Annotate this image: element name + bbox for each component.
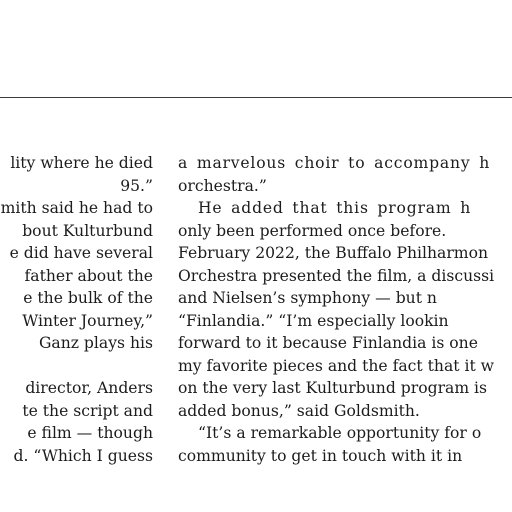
- text-line: added bonus,” said Goldsmith.: [178, 401, 420, 420]
- text-line: only been performed once before.: [178, 221, 447, 240]
- text-line: orchestra.”: [178, 176, 267, 195]
- text-line: bout Kulturbund: [22, 221, 153, 240]
- section-divider-rule: [0, 97, 512, 98]
- text-line: on the very last Kulturbund program is: [178, 379, 488, 397]
- text-line: lity where he died: [10, 154, 153, 172]
- text-line: e the bulk of the: [23, 289, 153, 307]
- article-right-column: [178, 152, 494, 467]
- text-line: a marvelous choir to accompany h: [178, 154, 491, 172]
- text-line: He added that this program h: [198, 199, 472, 217]
- text-line: te the script and: [22, 401, 153, 420]
- article-left-column: [1, 152, 153, 467]
- text-line: Orchestra presented the film, a discussi: [178, 266, 495, 285]
- text-line: Winter Journey,”: [22, 311, 153, 330]
- text-line: February 2022, the Buffalo Philharmon: [178, 244, 489, 262]
- text-line: d. “Which I guess: [13, 446, 153, 465]
- text-line: director, Anders: [25, 379, 153, 397]
- text-line: forward to it because Finlandia is one: [178, 334, 478, 352]
- text-line: my favorite pieces and the fact that it w: [178, 356, 495, 375]
- text-line: “It’s a remarkable opportunity for o: [198, 424, 482, 442]
- text-line: e film — though: [27, 424, 153, 442]
- text-line: e did have several: [9, 244, 153, 262]
- text-line: Ganz plays his: [38, 334, 153, 352]
- text-line: [1, 355, 153, 378]
- text-line: and Nielsen’s symphony — but n: [178, 289, 437, 307]
- text-line: community to get in touch with it in: [178, 446, 463, 465]
- text-line: mith said he had to: [0, 199, 153, 217]
- text-line: father about the: [24, 266, 153, 285]
- text-line: “Finlandia.” “I’m especially lookin: [178, 311, 449, 330]
- text-line: 95.”: [120, 176, 153, 195]
